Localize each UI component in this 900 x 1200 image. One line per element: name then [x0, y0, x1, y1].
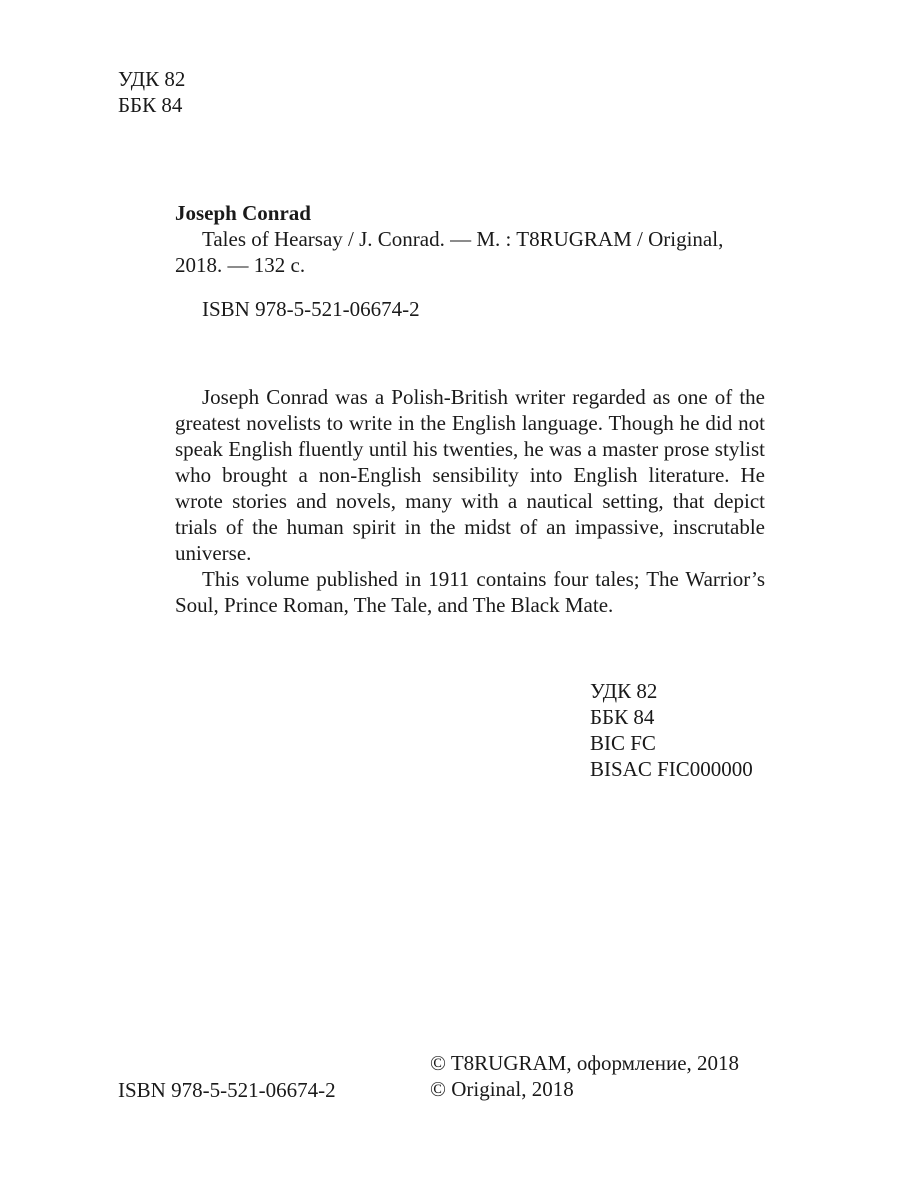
annotation [175, 384, 765, 618]
copyright-original: © Original, 2018 [430, 1077, 574, 1101]
bibliographic-record [175, 200, 765, 322]
annotation-paragraph: Joseph Conrad was a Polish-British writer regarded as one of the greatest novelists to write in the English language. Though he did not speak English fluently until his twenties, he was a master prose stylist who brought a non-English sensibility into English literature. He wrote stories and novels, many with a nautical setting, that depict trials of the human spirit in the midst of an impassive, inscrutable universe. [175, 385, 765, 565]
bbk-code: ББК 84 [590, 705, 655, 729]
footer-isbn [118, 1077, 336, 1103]
classification-codes [590, 678, 753, 782]
bic-code: BIC FC [590, 731, 656, 755]
isbn: ISBN 978-5-521-06674-2 [118, 1078, 336, 1102]
udk-code: УДК 82 [118, 67, 186, 91]
isbn-record: ISBN 978-5-521-06674-2 [202, 297, 420, 321]
author-name: Joseph Conrad [175, 201, 311, 225]
bbk-code: ББК 84 [118, 93, 183, 117]
copyright-notices [430, 1050, 739, 1102]
udk-code: УДК 82 [590, 679, 658, 703]
bisac-code: BISAC FIC000000 [590, 757, 753, 781]
annotation-paragraph: This volume published in 1911 contains four tales; The Warrior’s Soul, Prince Roman, The Tale, and The Black Mate. [175, 567, 765, 617]
top-classification-codes [118, 66, 185, 118]
copyright-design: © T8RUGRAM, оформление, 2018 [430, 1051, 740, 1075]
bibliographic-entry-line-1: Tales of Hearsay / J. Conrad. — M. : T8RUGRAM / Original, [202, 227, 724, 251]
bibliographic-entry-line-2: 2018. — 132 с. [175, 253, 306, 277]
